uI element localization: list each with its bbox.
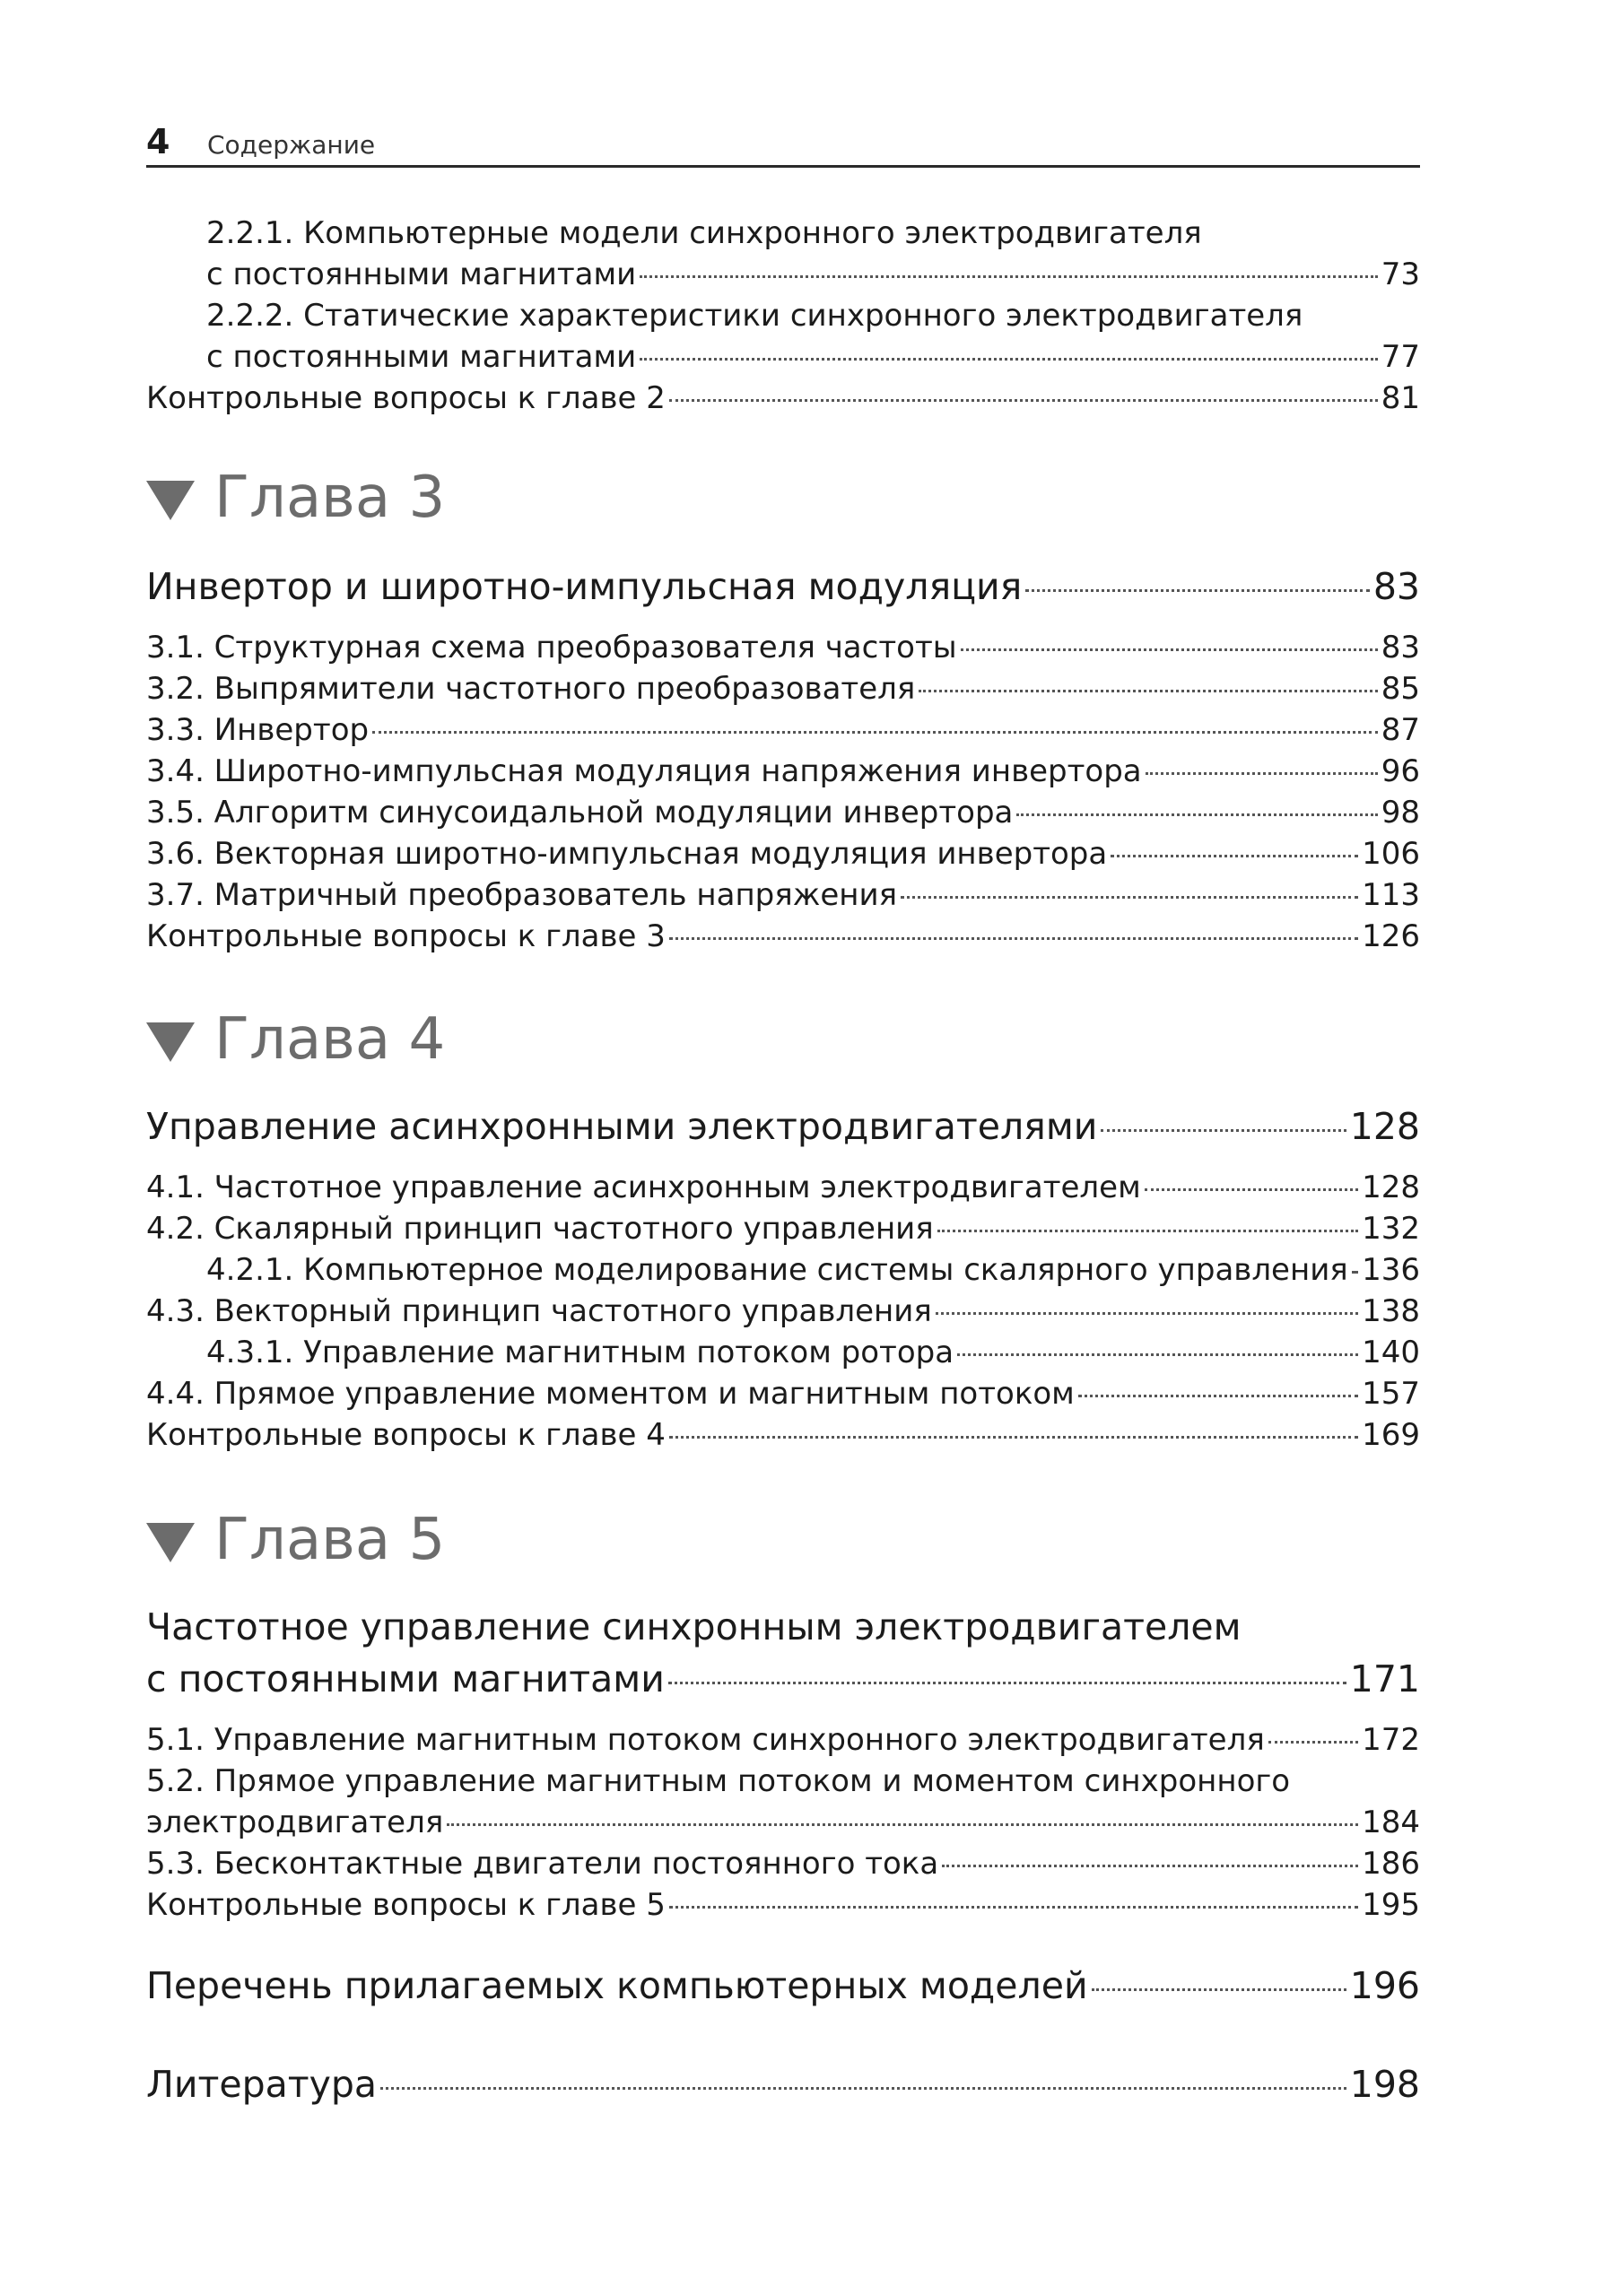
dot-leader xyxy=(919,690,1377,692)
toc-entry xyxy=(206,1252,1420,1288)
toc-entry xyxy=(146,836,1420,872)
chapter-title: с постоянными магнитами xyxy=(146,1657,665,1700)
toc-page-ref: 128 xyxy=(1349,1105,1420,1148)
chapter-heading xyxy=(146,1006,445,1073)
toc-entry-title: 3.4. Широтно-импульсная модуляция напряжения инвертора xyxy=(146,753,1142,789)
toc-page-ref: 196 xyxy=(1349,1964,1420,2007)
toc-entry xyxy=(146,877,1420,913)
triangle-down-icon xyxy=(146,1022,195,1062)
appendix-entry xyxy=(146,1964,1420,2007)
toc-entry xyxy=(146,1722,1420,1758)
toc-entry-title: 4.3. Векторный принцип частотного управления xyxy=(146,1293,932,1329)
toc-page-ref: 140 xyxy=(1362,1335,1420,1370)
dot-leader xyxy=(1146,772,1378,775)
dot-leader xyxy=(1025,589,1369,592)
chapter-heading xyxy=(146,465,445,531)
toc-page-ref: 83 xyxy=(1381,630,1420,665)
chapter-label: Глава 5 xyxy=(214,1507,446,1573)
chapter-title: Управление асинхронными электродвигателями xyxy=(146,1105,1098,1148)
toc-page-ref: 96 xyxy=(1381,753,1420,789)
dot-leader xyxy=(1111,855,1358,857)
triangle-down-icon xyxy=(146,1523,195,1562)
dot-leader xyxy=(942,1865,1358,1867)
toc-entry-title: 5.3. Бесконтактные двигатели постоянного тока xyxy=(146,1846,939,1882)
toc-entry-title: 3.6. Векторная широтно-импульсная модуляция инвертора xyxy=(146,836,1108,872)
toc-entry xyxy=(146,671,1420,707)
toc-entry-title: 3.7. Матричный преобразователь напряжения xyxy=(146,877,898,913)
toc-page-ref: 98 xyxy=(1381,795,1420,831)
toc-page-ref: 169 xyxy=(1362,1417,1420,1453)
page-number: 4 xyxy=(146,122,170,161)
chapter-title: Инвертор и широтно-импульсная модуляция xyxy=(146,565,1023,608)
chapter-heading xyxy=(146,1507,445,1573)
toc-entry xyxy=(146,1376,1420,1412)
dot-leader xyxy=(937,1230,1358,1232)
toc-entry-title: электродвигателя xyxy=(146,1805,444,1840)
toc-entry xyxy=(146,1211,1420,1247)
toc-entry-line: 2.2.2. Статические характеристики синхронного электродвигателя xyxy=(206,298,1303,334)
dot-leader xyxy=(669,399,1378,402)
dot-leader xyxy=(669,1436,1358,1439)
chapter-label: Глава 4 xyxy=(214,1006,446,1073)
toc-entry xyxy=(146,1170,1420,1205)
toc-page-ref: 136 xyxy=(1362,1252,1420,1288)
toc-entry-title: 3.3. Инвертор xyxy=(146,712,370,748)
toc-page-ref: 157 xyxy=(1362,1376,1420,1412)
references-title: Литература xyxy=(146,2063,378,2106)
toc-entry xyxy=(146,1293,1420,1329)
toc-entry-line: 5.2. Прямое управление магнитным потоком и моментом синхронного xyxy=(146,1763,1291,1799)
running-head-title: Содержание xyxy=(207,130,376,160)
toc-page-ref: 171 xyxy=(1349,1657,1420,1700)
toc-entry-title: 4.1. Частотное управление асинхронным электродвигателем xyxy=(146,1170,1141,1205)
toc-entry-line: 2.2.1. Компьютерные модели синхронного электродвигателя xyxy=(206,215,1202,251)
running-head xyxy=(146,118,1420,168)
dot-leader xyxy=(936,1312,1358,1315)
dot-leader xyxy=(669,937,1358,940)
toc-page-ref: 198 xyxy=(1349,2063,1420,2106)
toc-page-ref: 87 xyxy=(1381,712,1420,748)
toc-entry xyxy=(146,753,1420,789)
dot-leader xyxy=(1268,1741,1358,1744)
references-entry xyxy=(146,2063,1420,2106)
dot-leader xyxy=(1092,1988,1346,1991)
toc-entry-title: 4.2. Скалярный принцип частотного управления xyxy=(146,1211,934,1247)
toc-page-ref: 73 xyxy=(1381,257,1420,292)
toc-entry-title: Контрольные вопросы к главе 5 xyxy=(146,1887,666,1923)
toc-page-ref: 77 xyxy=(1381,339,1420,375)
dot-leader xyxy=(961,648,1378,651)
toc-entry-title: с постоянными магнитами xyxy=(206,339,637,375)
toc-page-ref: 81 xyxy=(1381,380,1420,416)
chapter-label: Глава 3 xyxy=(214,465,446,531)
toc-entry xyxy=(146,1805,1420,1840)
dot-leader xyxy=(1352,1271,1358,1274)
toc-entry-title: Контрольные вопросы к главе 3 xyxy=(146,918,666,954)
toc-entry xyxy=(146,630,1420,665)
dot-leader xyxy=(668,1682,1346,1684)
toc-entry xyxy=(146,1846,1420,1882)
dot-leader xyxy=(957,1353,1358,1356)
dot-leader xyxy=(380,2087,1346,2090)
toc-page-ref: 83 xyxy=(1372,565,1420,608)
dot-leader xyxy=(640,275,1378,278)
toc-entry xyxy=(206,1335,1420,1370)
dot-leader xyxy=(901,896,1358,899)
dot-leader xyxy=(640,358,1378,361)
toc-entry xyxy=(146,918,1420,954)
toc-entry-title: Контрольные вопросы к главе 2 xyxy=(146,380,666,416)
toc-entry-title: 3.5. Алгоритм синусоидальной модуляции инвертора xyxy=(146,795,1014,831)
toc-page-ref: 128 xyxy=(1362,1170,1420,1205)
toc-page-ref: 132 xyxy=(1362,1211,1420,1247)
dot-leader xyxy=(1078,1395,1358,1397)
toc-page-ref: 106 xyxy=(1362,836,1420,872)
toc-entry xyxy=(146,795,1420,831)
dot-leader xyxy=(447,1823,1358,1826)
toc-page-ref: 85 xyxy=(1381,671,1420,707)
dot-leader xyxy=(1016,813,1377,816)
triangle-down-icon xyxy=(146,481,195,520)
toc-entry-title: 4.4. Прямое управление моментом и магнитным потоком xyxy=(146,1376,1075,1412)
toc-entry xyxy=(146,380,1420,416)
toc-entry xyxy=(206,339,1420,375)
chapter-title-entry xyxy=(146,565,1420,608)
toc-entry xyxy=(146,712,1420,748)
toc-entry xyxy=(146,1417,1420,1453)
dot-leader xyxy=(372,731,1378,734)
toc-entry-title: с постоянными магнитами xyxy=(206,257,637,292)
toc-page-ref: 184 xyxy=(1362,1805,1420,1840)
dot-leader xyxy=(1101,1129,1346,1132)
toc-entry xyxy=(206,257,1420,292)
toc-entry-title: 3.1. Структурная схема преобразователя частоты xyxy=(146,630,957,665)
chapter-title-entry xyxy=(146,1657,1420,1700)
chapter-title-entry xyxy=(146,1105,1420,1148)
toc-entry-title: 4.2.1. Компьютерное моделирование системы скалярного управления xyxy=(206,1252,1348,1288)
dot-leader xyxy=(1145,1188,1358,1191)
toc-entry-title: 4.3.1. Управление магнитным потоком ротора xyxy=(206,1335,954,1370)
appendix-title: Перечень прилагаемых компьютерных моделей xyxy=(146,1964,1088,2007)
toc-page-ref: 195 xyxy=(1362,1887,1420,1923)
chapter-title-line: Частотное управление синхронным электродвигателем xyxy=(146,1605,1242,1648)
toc-page-ref: 113 xyxy=(1362,877,1420,913)
toc-page-ref: 138 xyxy=(1362,1293,1420,1329)
toc-page-ref: 186 xyxy=(1362,1846,1420,1882)
toc-entry-title: 3.2. Выпрямители частотного преобразователя xyxy=(146,671,916,707)
dot-leader xyxy=(669,1906,1358,1909)
toc-entry xyxy=(146,1887,1420,1923)
toc-page-ref: 172 xyxy=(1362,1722,1420,1758)
toc-page-ref: 126 xyxy=(1362,918,1420,954)
toc-entry-title: Контрольные вопросы к главе 4 xyxy=(146,1417,666,1453)
toc-entry-title: 5.1. Управление магнитным потоком синхронного электродвигателя xyxy=(146,1722,1265,1758)
